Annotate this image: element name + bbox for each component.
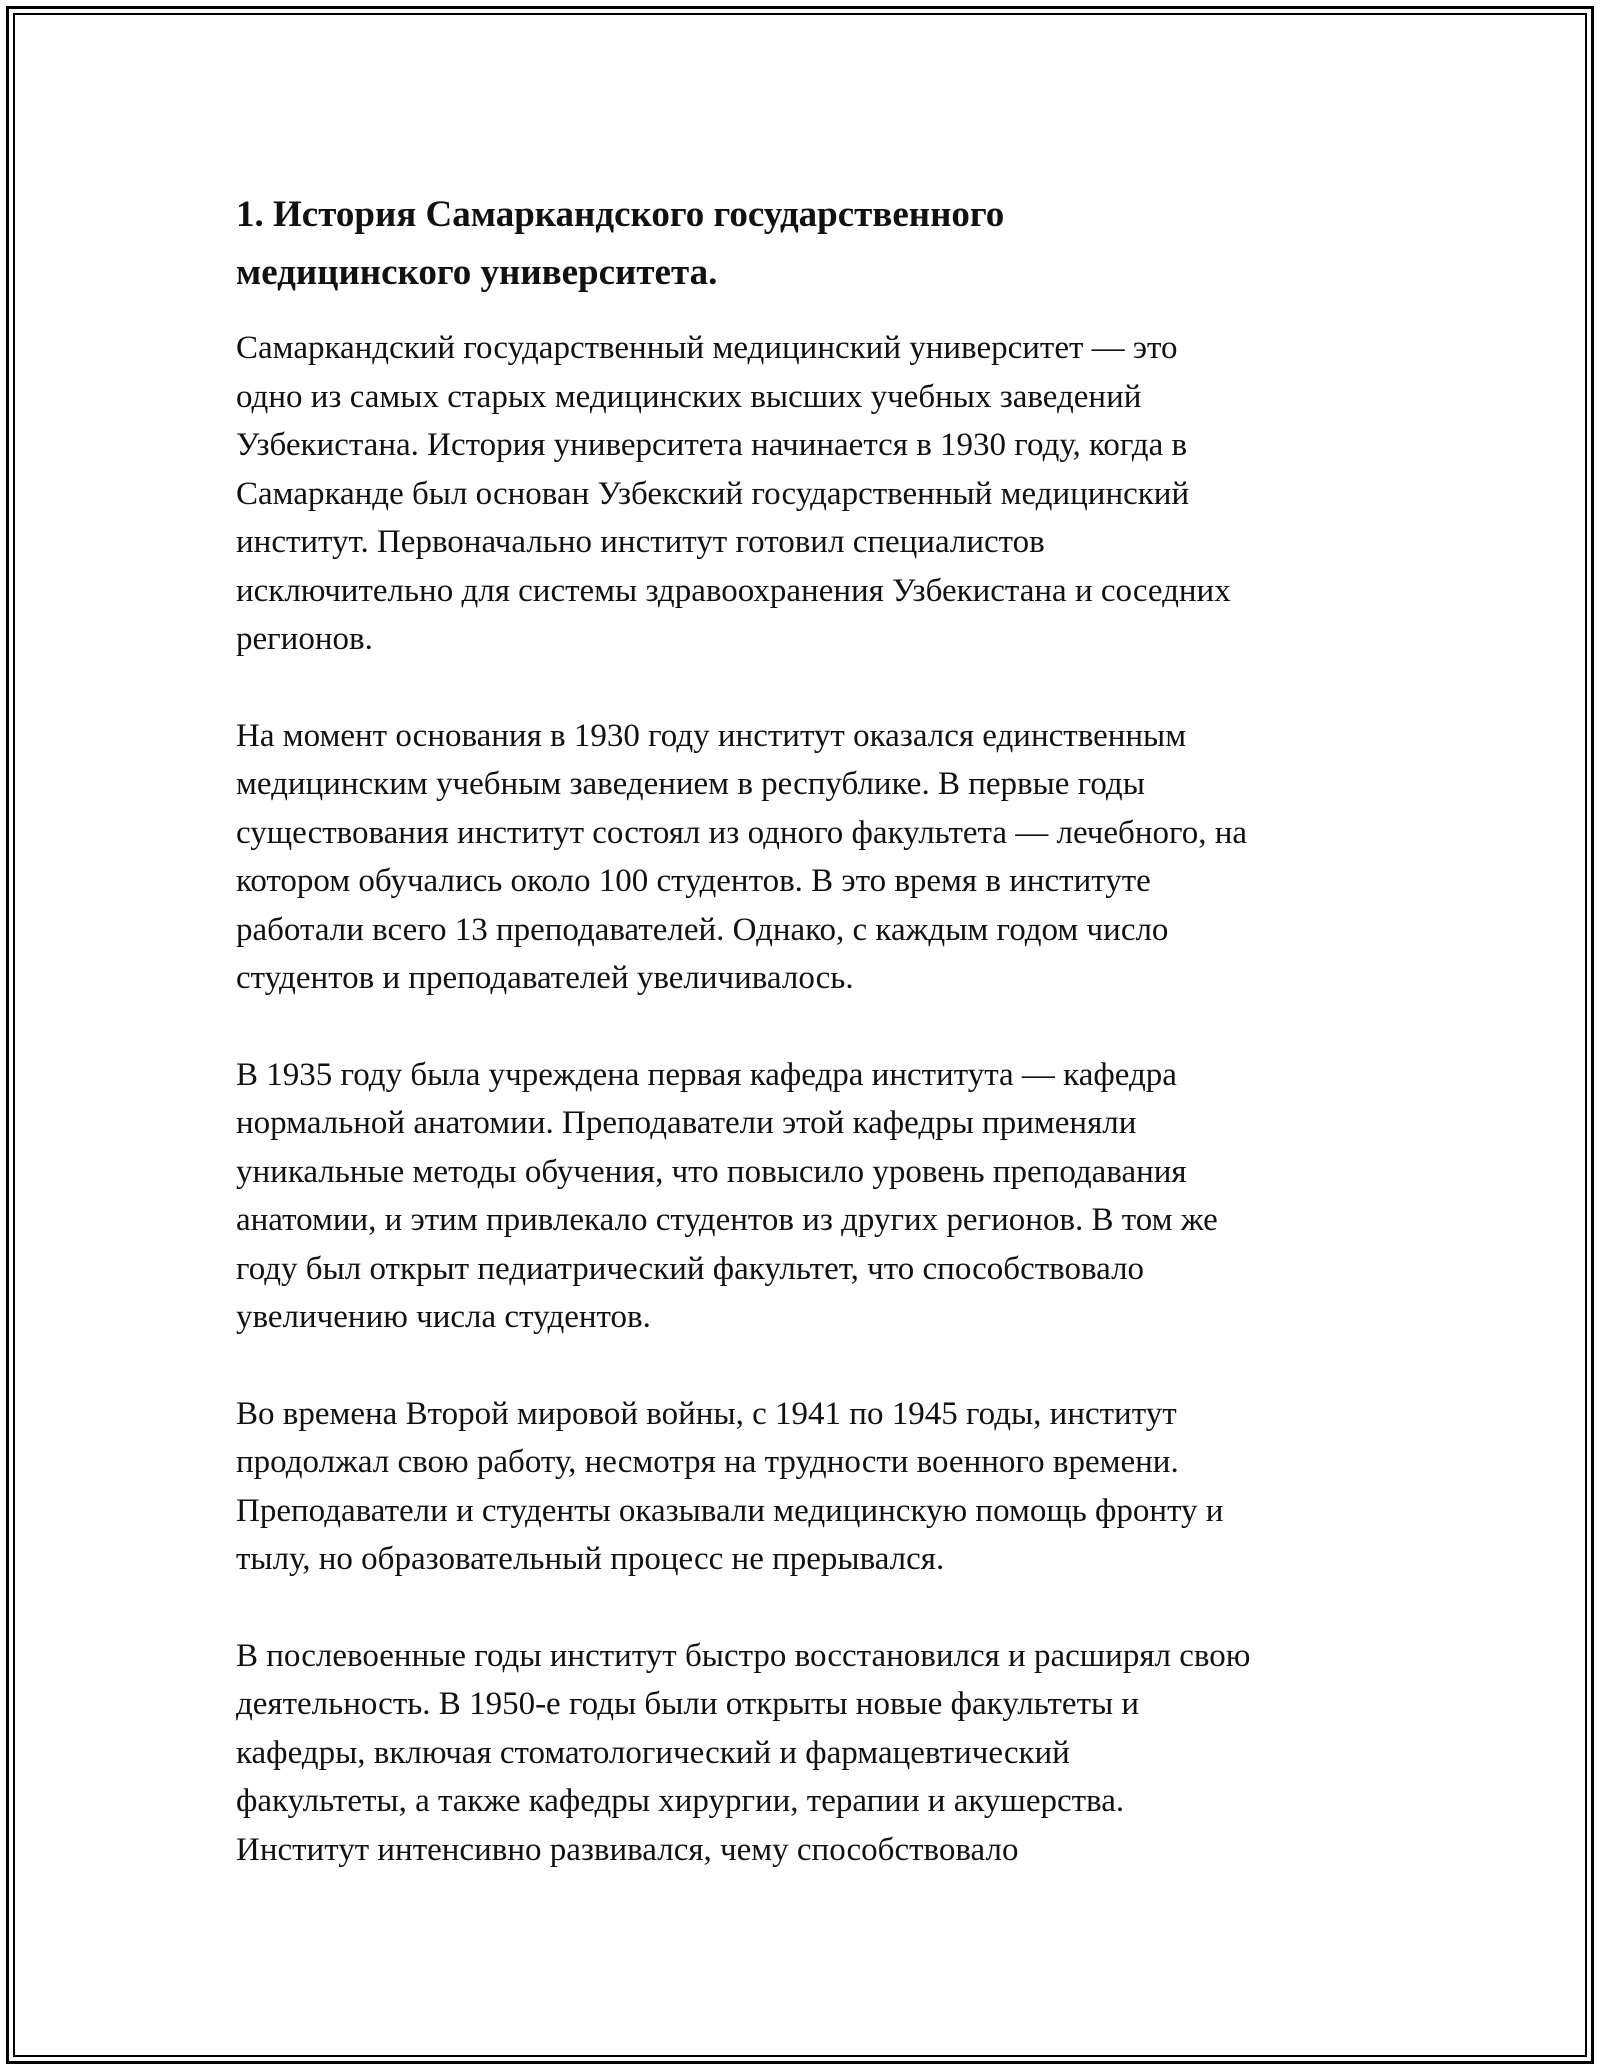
text-line: Во времена Второй мировой войны, с 1941 по 1945 годы, институт: [236, 1395, 1177, 1432]
text-line: продолжал свою работу, несмотря на трудности военного времени.: [236, 1444, 1179, 1480]
text-line: факультеты, а также кафедры хирургии, терапии и акушерства.: [236, 1783, 1125, 1819]
paragraph-early-years: [236, 712, 1396, 1003]
heading-line: медицинского университета.: [236, 252, 718, 293]
text-line: одно из самых старых медицинских высших учебных заведений: [236, 378, 1142, 415]
text-line: исключительно для системы здравоохранения Узбекистана и соседних: [236, 572, 1231, 609]
paragraph-first-department: [236, 1051, 1396, 1342]
text-line: кафедры, включая стоматологический и фармацевтический: [236, 1734, 1070, 1771]
heading-line: 1. История Самаркандского государственного: [236, 194, 1005, 235]
text-line: Узбекистана. История университета начинается в 1930 году, когда в: [236, 427, 1188, 463]
text-line: тылу, но образовательный процесс не прерывался.: [236, 1541, 945, 1577]
paragraph-founding: [236, 324, 1396, 664]
text-line: На момент основания в 1930 году институт оказался единственным: [236, 717, 1187, 754]
text-line: Институт интенсивно развивался, чему способствовало: [236, 1831, 1019, 1868]
paragraph-postwar: [236, 1632, 1396, 1875]
text-line: студентов и преподавателей увеличивалось.: [236, 960, 854, 996]
text-line: медицинским учебным заведением в республике. В первые годы: [236, 766, 1145, 802]
text-line: году был открыт педиатрический факультет, что способствовало: [236, 1250, 1145, 1287]
text-line: Самарканде был основан Узбекский государственный медицинский: [236, 475, 1190, 512]
document-body: [236, 186, 1396, 1922]
text-line: регионов.: [236, 621, 373, 657]
text-line: котором обучались около 100 студентов. В это время в институте: [236, 863, 1151, 899]
text-line: нормальной анатомии. Преподаватели этой кафедры применяли: [236, 1105, 1137, 1141]
text-line: деятельность. В 1950-е годы были открыты новые факультеты и: [236, 1686, 1140, 1722]
section-heading: [236, 186, 1396, 302]
text-line: существования институт состоял из одного факультета — лечебного, на: [236, 814, 1247, 851]
text-line: институт. Первоначально институт готовил специалистов: [236, 524, 1045, 560]
text-line: В послевоенные годы институт быстро восстановился и расширял свою: [236, 1637, 1251, 1674]
text-line: В 1935 году была учреждена первая кафедра института — кафедра: [236, 1056, 1177, 1093]
paragraph-war-years: [236, 1390, 1396, 1584]
text-line: анатомии, и этим привлекало студентов из других регионов. В том же: [236, 1202, 1218, 1238]
text-line: увеличению числа студентов.: [236, 1299, 651, 1335]
text-line: уникальные методы обучения, что повысило уровень преподавания: [236, 1153, 1187, 1190]
text-line: Преподаватели и студенты оказывали медицинскую помощь фронту и: [236, 1492, 1224, 1529]
text-line: работали всего 13 преподавателей. Однако, с каждым годом число: [236, 911, 1169, 948]
text-line: Самаркандский государственный медицинский университет — это: [236, 330, 1178, 366]
